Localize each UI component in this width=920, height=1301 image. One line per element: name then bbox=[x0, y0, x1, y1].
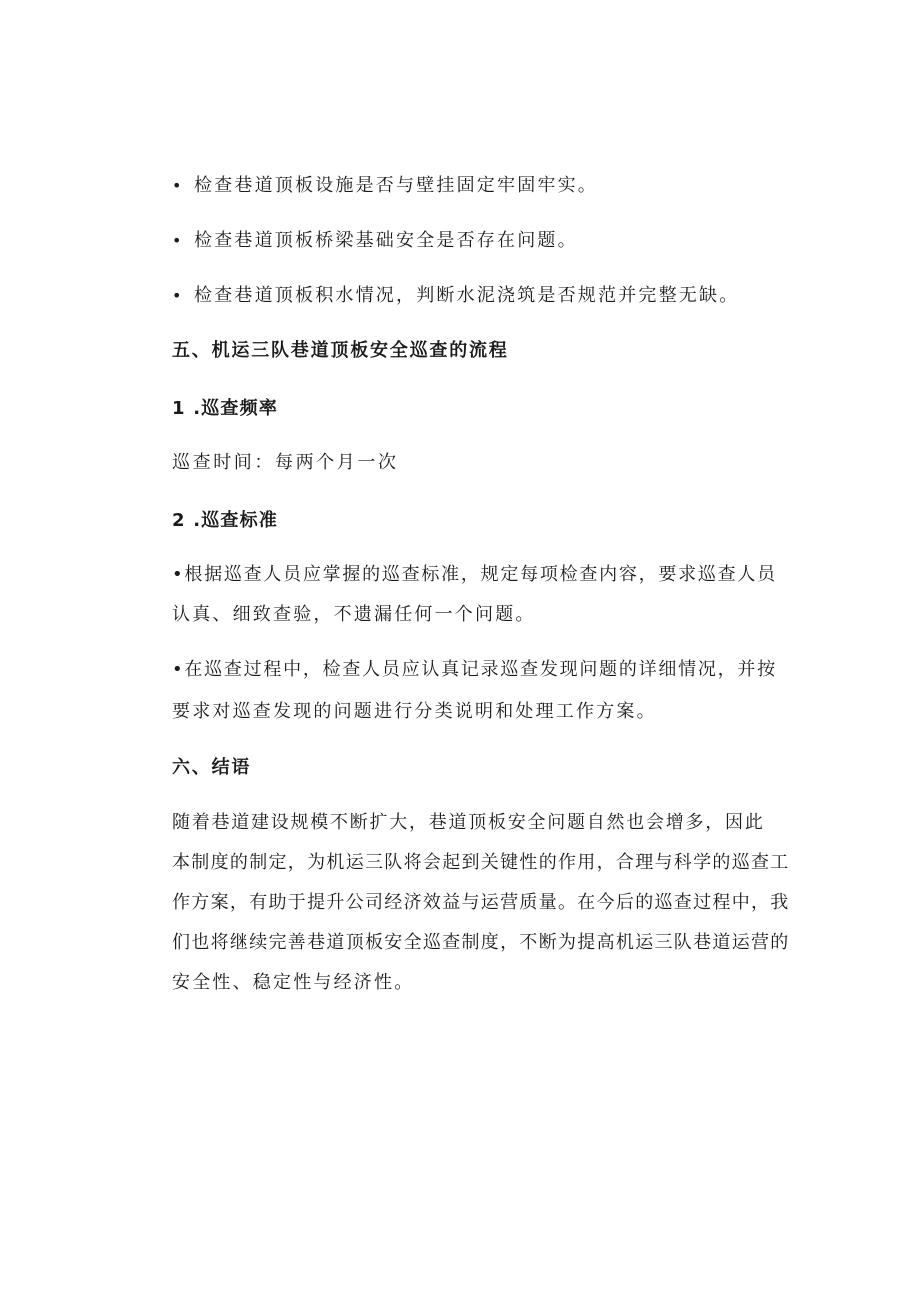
section5-sub1-text: 巡查时间：每两个月一次 bbox=[172, 452, 399, 473]
conclusion-line-3: 作方案，有助于提升公司经济效益与运营质量。在今后的巡查过程中，我 bbox=[172, 892, 790, 913]
section5-sub1-title: 1 .巡查频率 bbox=[172, 398, 279, 419]
standard-item1-line1: •根据巡查人员应掌握的巡查标准，规定每项检查内容，要求巡查人员 bbox=[172, 564, 777, 585]
standard-item1-line2: 认真、细致查验，不遗漏任何一个问题。 bbox=[172, 604, 536, 625]
bullet-item-3 bbox=[172, 284, 739, 308]
conclusion-line-4: 们也将继续完善巷道顶板安全巡查制度，不断为提高机运三队巷道运营的 bbox=[172, 932, 790, 953]
standard-item2-line1: •在巡查过程中，检查人员应认真记录巡查发现问题的详细情况，并按 bbox=[172, 659, 777, 680]
bullet-text-2: 检查巷道顶板桥梁基础安全是否存在问题。 bbox=[194, 230, 578, 251]
section6-title: 六、结语 bbox=[172, 757, 252, 778]
bullet-text-3: 检查巷道顶板积水情况，判断水泥浇筑是否规范并完整无缺。 bbox=[194, 285, 740, 306]
bullet-text-1: 检查巷道顶板设施是否与壁挂固定牢固牢实。 bbox=[194, 175, 598, 196]
section5-sub2-title: 2 .巡查标准 bbox=[172, 510, 279, 531]
bullet-icon: • bbox=[172, 176, 184, 195]
conclusion-line-2: 本制度的制定，为机运三队将会起到关键性的作用，合理与科学的巡查工 bbox=[172, 852, 790, 873]
bullet-icon: • bbox=[172, 286, 184, 305]
bullet-item-2 bbox=[172, 229, 578, 253]
conclusion-line-5: 安全性、稳定性与经济性。 bbox=[172, 972, 415, 993]
conclusion-line-1: 随着巷道建设规模不断扩大，巷道顶板安全问题自然也会增多，因此 bbox=[172, 812, 765, 833]
bullet-icon: • bbox=[172, 231, 184, 250]
bullet-item-1 bbox=[172, 174, 598, 198]
standard-item2-line2: 要求对巡查发现的问题进行分类说明和处理工作方案。 bbox=[172, 701, 657, 722]
section5-title: 五、机运三队巷道顶板安全巡查的流程 bbox=[172, 340, 509, 361]
